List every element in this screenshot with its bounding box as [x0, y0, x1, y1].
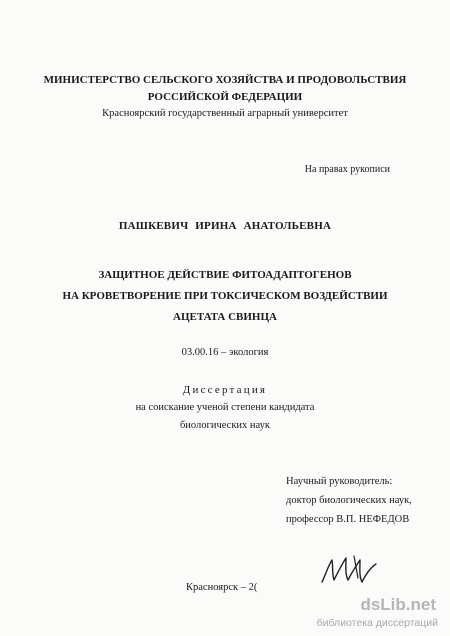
ministry-line-1: МИНИСТЕРСТВО СЕЛЬСКОГО ХОЗЯЙСТВА И ПРОДОВОЛЬСТВИЯ	[43, 74, 407, 86]
degree-line-2: биологических наук	[179, 420, 271, 431]
handwritten-signature	[318, 552, 380, 588]
university-name: Красноярский государственный аграрный университет	[102, 108, 348, 119]
supervisor-heading: Научный руководитель:	[286, 476, 393, 487]
city-year: Красноярск – 2(	[186, 582, 258, 593]
specialty-code: 03.00.16 – экология	[181, 347, 269, 358]
dissertation-label: Диссертация	[182, 384, 268, 396]
thesis-title-line-2: НА КРОВЕТВОРЕНИЕ ПРИ ТОКСИЧЕСКОМ ВОЗДЕЙСТВИИ	[62, 290, 388, 302]
watermark-caption: библиотека диссертаций	[316, 617, 438, 629]
thesis-title-line-3: АЦЕТАТА СВИНЦА	[173, 311, 277, 323]
thesis-title-line-1: ЗАЩИТНОЕ ДЕЙСТВИЕ ФИТОАДАПТОГЕНОВ	[98, 269, 352, 281]
author-name: ПАШКЕВИЧ ИРИНА АНАТОЛЬЕВНА	[118, 220, 332, 232]
ministry-line-2: РОССИЙСКОЙ ФЕДЕРАЦИИ	[147, 91, 303, 103]
degree-line-1: на соискание ученой степени кандидата	[135, 402, 315, 413]
supervisor-degree: доктор биологических наук,	[286, 495, 412, 506]
supervisor-name: профессор В.П. НЕФЕДОВ	[286, 514, 410, 525]
manuscript-note: На правах рукописи	[304, 164, 390, 175]
watermark-site[interactable]: dsLib.net	[360, 595, 436, 614]
